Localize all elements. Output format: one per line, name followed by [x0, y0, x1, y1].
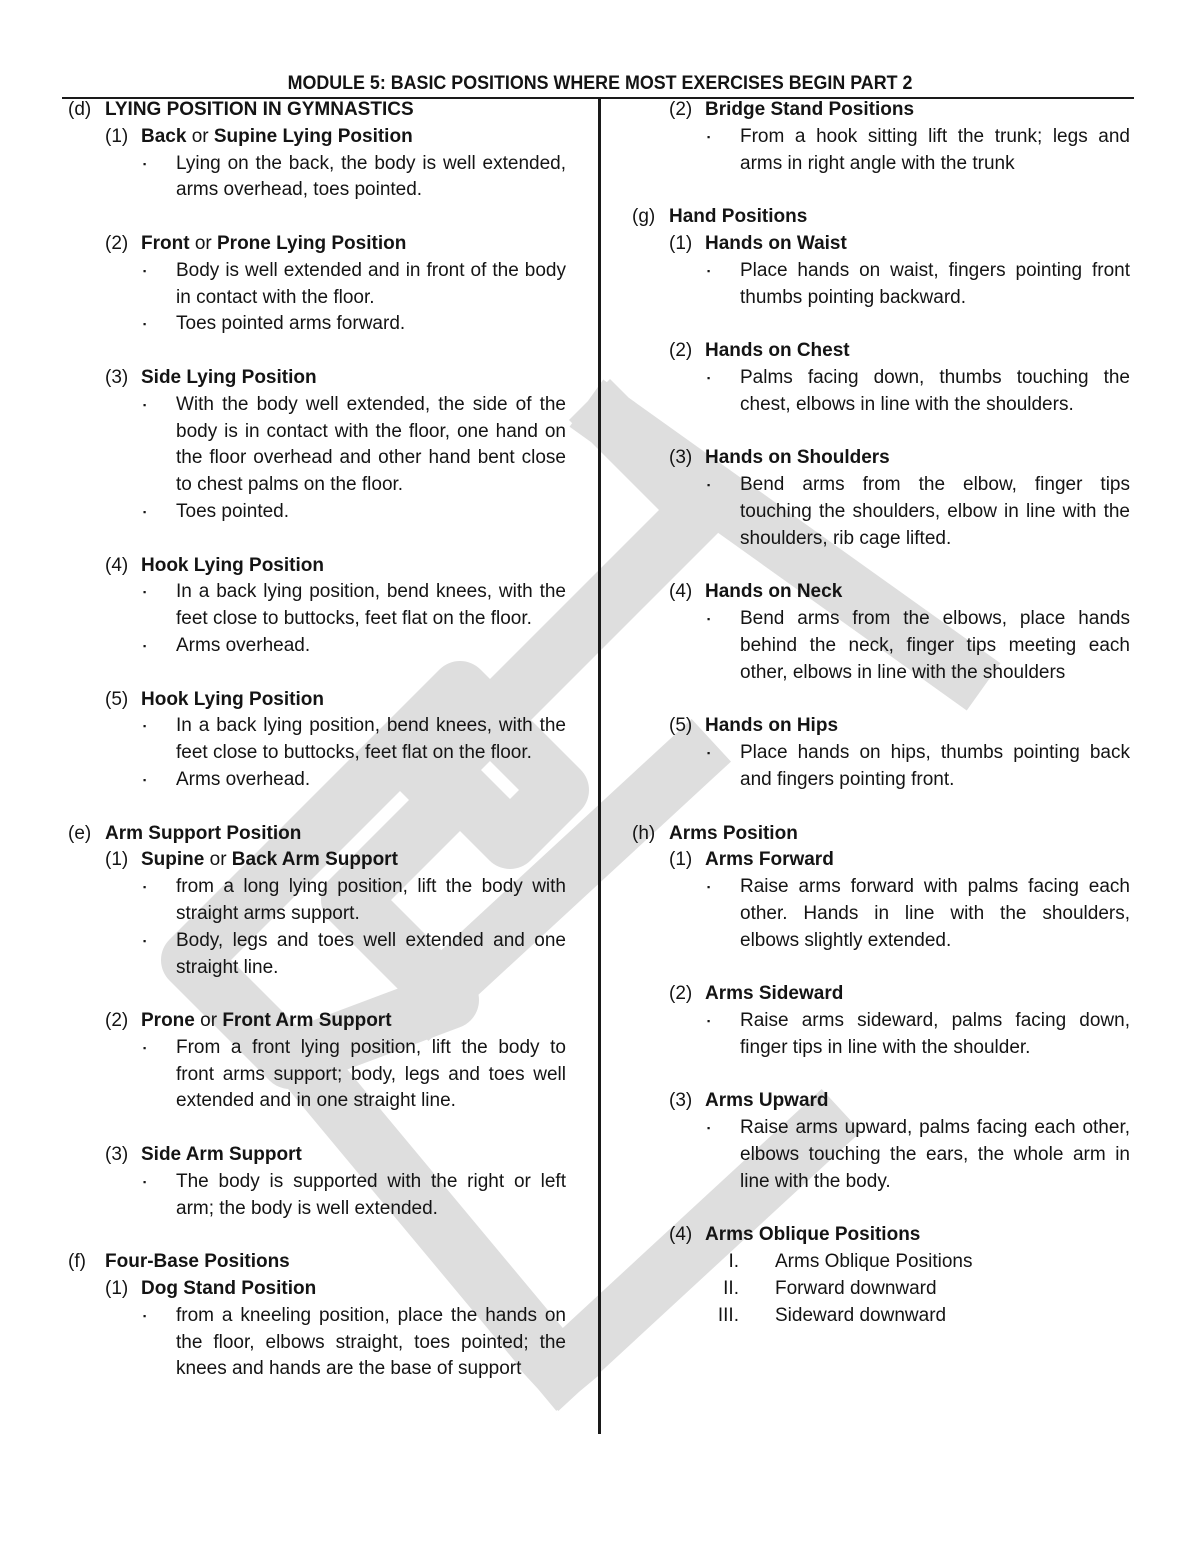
bullet-text: Toes pointed arms forward. [176, 313, 406, 335]
subsection [669, 97, 1130, 177]
bullet-icon: ▪ [143, 774, 147, 785]
bullet-icon: ▪ [143, 319, 147, 330]
subsection-title [705, 1088, 829, 1115]
list-item [141, 311, 566, 338]
title-bold-part: Prone Lying Position [217, 232, 407, 254]
subsection-title [141, 553, 324, 580]
bullet-text: In a back lying position, bend knees, with the feet close to buttocks, feet flat on the floor. [176, 715, 566, 764]
bullet-text: Palms facing down, thumbs touching the chest, elbows in line with the shoulders. [740, 366, 1130, 415]
title-bold-part: Front [141, 232, 190, 254]
subsection-heading [669, 1222, 1130, 1249]
section [632, 97, 1130, 177]
bullet-text: Arms overhead. [176, 634, 311, 656]
subsection-title [141, 124, 413, 151]
section [632, 204, 1130, 794]
subsection-number: (4) [105, 554, 129, 576]
bullet-icon: ▪ [143, 158, 147, 169]
bullet-text: Lying on the back, the body is well extended, arms overhead, toes pointed. [176, 152, 566, 201]
bullet-list [141, 258, 566, 338]
roman-text: Arms Oblique Positions [775, 1251, 973, 1273]
subsection [669, 981, 1130, 1061]
subsection [669, 338, 1130, 418]
section [68, 821, 566, 1223]
subsection-heading [105, 1276, 566, 1303]
section-letter: (d) [68, 99, 92, 120]
subsection-heading [105, 365, 566, 392]
subsection-number: (1) [105, 849, 129, 871]
bullet-icon: ▪ [143, 721, 147, 732]
bullet-list [141, 579, 566, 659]
bullet-icon: ▪ [143, 265, 147, 276]
bullet-text: Raise arms forward with palms facing each other. Hands in line with the shoulders, elbows slightly extended. [740, 876, 1130, 951]
bullet-list [141, 874, 566, 981]
subsection-heading [669, 981, 1130, 1008]
title-bold-part: Arms Upward [705, 1090, 829, 1112]
subsection [105, 231, 566, 338]
bullet-list [141, 1303, 566, 1383]
subsection-title [705, 97, 914, 124]
left-column [68, 97, 566, 1383]
title-plain-part: or [189, 232, 217, 254]
section-heading [68, 1249, 566, 1276]
subsection-title [141, 365, 317, 392]
list-item [705, 606, 1130, 686]
title-bold-part: Supine Lying Position [213, 125, 413, 147]
section [632, 821, 1130, 1330]
subsection-heading [105, 687, 566, 714]
bullet-list [141, 392, 566, 526]
bullet-text: The body is supported with the right or left arm; the body is well extended. [176, 1170, 566, 1219]
subsection-number: (2) [669, 983, 693, 1005]
bullet-text: Raise arms upward, palms facing each other, elbows touching the ears, the whole arm in line with the body. [740, 1117, 1130, 1192]
roman-list-item [705, 1303, 1130, 1330]
bullet-list [705, 874, 1130, 954]
subsection [669, 1088, 1130, 1195]
title-bold-part: Hook Lying Position [141, 688, 324, 710]
bullet-list [141, 151, 566, 205]
title-bold-part: Back [141, 125, 187, 147]
bullet-icon: ▪ [707, 480, 711, 491]
subsection-heading [105, 231, 566, 258]
title-plain-part: or [186, 125, 214, 147]
section-letter: (h) [632, 822, 656, 844]
list-item [705, 874, 1130, 954]
subsection-heading [105, 553, 566, 580]
subsection-title [705, 231, 847, 258]
section-letter: (f) [68, 1251, 86, 1273]
subsection-title [141, 231, 406, 258]
bullet-icon: ▪ [707, 1016, 711, 1027]
subsection-number: (2) [669, 99, 693, 120]
subsection-title [705, 847, 834, 874]
subsection-number: (3) [669, 447, 693, 469]
roman-text: Sideward downward [775, 1304, 947, 1326]
bullet-list [705, 472, 1130, 552]
bullet-text: In a back lying position, bend knees, with the feet close to buttocks, feet flat on the floor. [176, 581, 566, 630]
roman-numeral: I. [728, 1251, 739, 1273]
list-item [141, 151, 566, 205]
section-title: LYING POSITION IN GYMNASTICS [105, 99, 414, 120]
subsection-title [705, 579, 842, 606]
subsection-number: (2) [105, 1010, 129, 1032]
subsection [105, 1142, 566, 1222]
bullet-list [141, 713, 566, 793]
bullet-list [705, 1008, 1130, 1062]
subsection-heading [669, 231, 1130, 258]
roman-numeral: II. [723, 1278, 739, 1300]
list-item [705, 124, 1130, 178]
list-item [141, 579, 566, 633]
list-item [141, 1303, 566, 1383]
subsection-number: (2) [669, 340, 693, 362]
bullet-icon: ▪ [707, 748, 711, 759]
bullet-text: Body is well extended and in front of the body in contact with the floor. [176, 259, 566, 308]
bullet-list [705, 740, 1130, 794]
title-bold-part: Hands on Chest [705, 340, 850, 362]
bullet-text: From a front lying position, lift the body to front arms support; body, legs and toes well extended and in one straight line. [176, 1036, 566, 1112]
section-heading [632, 821, 1130, 848]
title-plain-part: or [194, 1010, 223, 1032]
title-bold-part: Hands on Hips [705, 715, 839, 737]
title-bold-part: Hands on Waist [705, 232, 847, 254]
section-letter: (e) [68, 822, 92, 844]
roman-list-item [705, 1276, 1130, 1303]
bullet-text: Place hands on waist, fingers pointing front thumbs pointing backward. [740, 259, 1130, 308]
subsection-heading [669, 338, 1130, 365]
subsection-title [141, 687, 324, 714]
list-item [705, 365, 1130, 419]
subsection [105, 847, 566, 981]
section-heading [632, 204, 1130, 231]
section-heading [68, 97, 566, 124]
bullet-icon: ▪ [143, 640, 147, 651]
subsection-heading [669, 713, 1130, 740]
bullet-icon: ▪ [707, 882, 711, 893]
subsection-number: (1) [105, 125, 129, 147]
list-item [141, 874, 566, 928]
title-bold-part: Hands on Shoulders [705, 447, 890, 469]
title-bold-part: Bridge Stand Positions [705, 99, 915, 120]
title-bold-part: Back Arm Support [231, 849, 398, 871]
subsection-heading [105, 124, 566, 151]
bullet-icon: ▪ [143, 935, 147, 946]
section [68, 1249, 566, 1383]
bullet-text: Toes pointed. [176, 500, 290, 522]
subsection-number: (5) [105, 688, 129, 710]
subsection-number: (3) [669, 1090, 693, 1112]
subsection [669, 1222, 1130, 1329]
subsection-number: (1) [669, 849, 693, 871]
right-column [632, 97, 1130, 1330]
bullet-text: Arms overhead. [176, 768, 311, 790]
subsection-number: (3) [105, 366, 129, 388]
subsection-title [705, 713, 838, 740]
list-item [141, 1035, 566, 1115]
title-bold-part: Arms Forward [705, 849, 834, 871]
subsection [105, 1008, 566, 1115]
list-item [141, 713, 566, 767]
bullet-icon: ▪ [707, 1123, 711, 1134]
roman-text: Forward downward [775, 1278, 937, 1300]
bullet-list [705, 1115, 1130, 1195]
bullet-text: Raise arms sideward, palms facing down, finger tips in line with the shoulder. [740, 1010, 1130, 1058]
section [68, 97, 566, 794]
subsection [105, 687, 566, 794]
bullet-text: Body, legs and toes well extended and one straight line. [176, 929, 566, 978]
section-title: Arm Support Position [105, 822, 302, 844]
bullet-list [141, 1035, 566, 1115]
title-bold-part: Arms Sideward [705, 983, 844, 1005]
bullet-icon: ▪ [143, 1042, 147, 1053]
subsection [105, 553, 566, 660]
bullet-text: from a long lying position, lift the body with straight arms support. [176, 876, 566, 924]
title-plain-part: or [204, 849, 232, 871]
section-title: Four-Base Positions [105, 1251, 290, 1273]
title-bold-part: Front Arm Support [222, 1010, 392, 1032]
list-item [141, 767, 566, 794]
subsection-title [705, 445, 890, 472]
section-heading [68, 821, 566, 848]
list-item [141, 1169, 566, 1223]
title-bold-part: Side Lying Position [141, 366, 317, 388]
subsection-heading [669, 1088, 1130, 1115]
subsection-heading [669, 445, 1130, 472]
title-bold-part: Prone [141, 1010, 195, 1032]
subsection-number: (2) [105, 232, 129, 254]
roman-list-item [705, 1249, 1130, 1276]
subsection-heading [669, 847, 1130, 874]
bullet-text: From a hook sitting lift the trunk; legs and arms in right angle with the trunk [740, 125, 1130, 174]
list-item [705, 258, 1130, 312]
subsection-heading [669, 97, 1130, 124]
subsection [669, 713, 1130, 793]
bullet-icon: ▪ [707, 131, 711, 142]
bullet-text: Bend arms from the elbows, place hands behind the neck, finger tips meeting each other, elbows in line with the shoulders [740, 608, 1130, 683]
bullet-text: from a kneeling position, place the hands on the floor, elbows straight, toes pointed; the knees and hands are the base of support [176, 1304, 566, 1380]
subsection [105, 365, 566, 526]
roman-numeral: III. [717, 1304, 739, 1326]
list-item [705, 1115, 1130, 1195]
bullet-list [705, 124, 1130, 178]
subsection [105, 1276, 566, 1383]
subsection-number: (4) [669, 1224, 693, 1246]
subsection-number: (1) [105, 1278, 129, 1300]
subsection-title [141, 1276, 316, 1303]
subsection [669, 847, 1130, 954]
subsection-title [705, 981, 843, 1008]
bullet-text: With the body well extended, the side of the body is in contact with the floor, one hand on the floor overhead and other hand bent close to chest palms on the floor. [176, 393, 566, 496]
bullet-list [141, 1169, 566, 1223]
subsection-title [141, 1142, 302, 1169]
bullet-list [705, 258, 1130, 312]
bullet-icon: ▪ [707, 265, 711, 276]
bullet-icon: ▪ [143, 1310, 147, 1321]
bullet-list [705, 606, 1130, 686]
bullet-icon: ▪ [143, 882, 147, 893]
list-item [705, 740, 1130, 794]
bullet-text: Place hands on hips, thumbs pointing back and fingers pointing front. [740, 742, 1130, 790]
subsection [669, 579, 1130, 686]
bullet-text: Bend arms from the elbow, finger tips touching the shoulders, elbow in line with the shoulders, rib cage lifted. [740, 474, 1130, 549]
bullet-icon: ▪ [143, 1176, 147, 1187]
subsection-heading [105, 1142, 566, 1169]
bullet-icon: ▪ [143, 506, 147, 517]
bullet-list [705, 365, 1130, 419]
section-title: Hand Positions [669, 206, 808, 228]
list-item [141, 258, 566, 312]
subsection-number: (5) [669, 715, 693, 737]
list-item [141, 392, 566, 499]
title-bold-part: Supine [141, 849, 205, 871]
list-item [141, 928, 566, 982]
subsection-heading [105, 1008, 566, 1035]
title-bold-part: Hook Lying Position [141, 554, 324, 576]
title-bold-part: Hands on Neck [705, 581, 843, 603]
bullet-icon: ▪ [143, 399, 147, 410]
subsection-title [705, 1222, 920, 1249]
subsection [105, 124, 566, 204]
title-bold-part: Side Arm Support [141, 1144, 302, 1166]
subsection-heading [105, 847, 566, 874]
column-divider [598, 98, 601, 1434]
subsection-heading [669, 579, 1130, 606]
title-bold-part: Arms Oblique Positions [705, 1224, 921, 1246]
bullet-icon: ▪ [707, 372, 711, 383]
title-bold-part: Dog Stand Position [141, 1278, 317, 1300]
subsection-title [141, 1008, 392, 1035]
list-item [705, 472, 1130, 552]
subsection [669, 445, 1130, 552]
subsection-number: (4) [669, 581, 693, 603]
section-title: Arms Position [669, 822, 798, 844]
section-letter: (g) [632, 206, 656, 228]
subsection-number: (1) [669, 232, 693, 254]
subsection-number: (3) [105, 1144, 129, 1166]
list-item [141, 499, 566, 526]
bullet-icon: ▪ [707, 614, 711, 625]
subsection-title [705, 338, 850, 365]
bullet-icon: ▪ [143, 587, 147, 598]
subsection-title [141, 847, 398, 874]
page-title: MODULE 5: BASIC POSITIONS WHERE MOST EXERCISES BEGIN PART 2 [287, 73, 913, 94]
list-item [141, 633, 566, 660]
list-item [705, 1008, 1130, 1062]
subsection [669, 231, 1130, 311]
